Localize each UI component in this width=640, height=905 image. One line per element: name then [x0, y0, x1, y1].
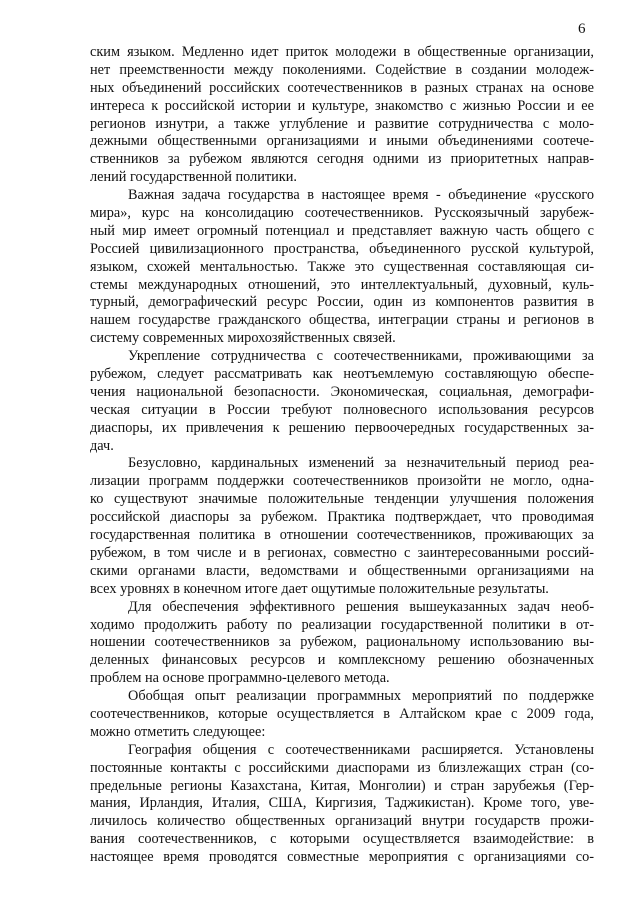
- text-line: Для обеспечения эффективного решения вышеуказанных задач необ-: [128, 598, 594, 615]
- text-line: География общения с соотечественниками расширяется. Установлены: [128, 741, 594, 758]
- text-line: ко существуют значимые положительные тенденции улучшения положения: [90, 491, 594, 508]
- paragraph: [90, 599, 594, 688]
- text-line: постоянные контакты с российскими диаспорами из близлежащих стран (со-: [90, 759, 594, 776]
- paragraph: [90, 187, 594, 348]
- text-line: нашем государстве гражданского общества, интеграции страны и регионов в: [90, 312, 594, 329]
- text-line: языком, схожей ментальностью. Также это существенная составляющая си-: [90, 258, 594, 275]
- text-line: деленных финансовых ресурсов и комплексному решению обозначенных: [90, 652, 594, 669]
- text-line: ных объединений российских соотечественников в разных странах на основе: [90, 79, 594, 96]
- text-line: мания, Ирландия, Италия, США, Киргизия, Таджикистан). Кроме того, уве-: [90, 795, 594, 812]
- text-line: ским языком. Медленно идет приток молодежи в общественные организации,: [90, 44, 594, 60]
- paragraph: [90, 44, 594, 187]
- body-text: [90, 44, 594, 867]
- text-line: Укрепление сотрудничества с соотечественниками, проживающими за: [128, 348, 594, 365]
- text-line: проблем на основе программно-целевого метода.: [90, 670, 390, 687]
- text-line: ходимо продолжить работу по реализации государственной политики в от-: [90, 616, 594, 633]
- text-line: рубежом, следует рассматривать как неотъемлемую составляющую обеспе-: [90, 366, 594, 383]
- text-line: российской диаспоры за рубежом. Практика подтверждает, что проводимая: [90, 509, 594, 526]
- text-line: государственная политика в отношении соотечественников, проживающих за: [90, 527, 594, 544]
- text-line: скими органами власти, ведомствами и общественными организациями на: [90, 562, 594, 579]
- text-line: дежными общественными организациями и иными объединениями соотече-: [90, 133, 594, 150]
- text-line: регионов изнутри, а также углубление и развитие сотрудничества с моло-: [90, 115, 594, 132]
- text-line: дач.: [90, 437, 114, 454]
- text-line: предельные регионы Казахстана, Китая, Монголии) и стран зарубежья (Гер-: [90, 777, 594, 794]
- text-line: турный, демографический ресурс России, один из компонентов развития в: [90, 294, 594, 311]
- text-line: лизации программ поддержки соотечественников произойти не могло, одна-: [90, 473, 594, 490]
- text-line: настоящее время проводятся совместные мероприятия с организациями со-: [90, 849, 594, 866]
- text-line: личилось количество общественных организаций внутри государств прожи-: [90, 813, 594, 830]
- paragraph: [90, 688, 594, 742]
- text-line: лений государственной политики.: [90, 169, 297, 186]
- page-number: 6: [578, 21, 586, 37]
- text-line: систему современных мирохозяйственных связей.: [90, 330, 396, 347]
- text-line: ческая ситуации в России требуют полновесного использования ресурсов: [90, 401, 594, 418]
- text-line: соотечественников, которые осуществляется в Алтайском крае с 2009 года,: [90, 705, 594, 722]
- text-line: стемы международных отношений, это интеллектуальный, духовный, куль-: [90, 276, 594, 293]
- text-line: ный мир имеет огромный потенциал и представляет важную часть общего с: [90, 222, 594, 239]
- text-line: Безусловно, кардинальных изменений за незначительный период реа-: [128, 455, 594, 472]
- paragraph: [90, 348, 594, 455]
- text-line: Важная задача государства в настоящее время - объединение «русского: [128, 187, 594, 204]
- paragraph: [90, 742, 594, 867]
- text-line: вания соотечественников, с которыми осуществляется взаимодействие: в: [90, 831, 594, 848]
- text-line: можно отметить следующее:: [90, 723, 266, 740]
- text-line: Россией цивилизационного пространства, объединенного русской культурой,: [90, 240, 594, 257]
- text-line: мира», курс на консолидацию соотечественников. Русскоязычный зарубеж-: [90, 205, 594, 222]
- text-line: ственников за рубежом являются сегодня одними из приоритетных направ-: [90, 151, 594, 168]
- paragraph: [90, 455, 594, 598]
- text-line: Обобщая опыт реализации программных мероприятий по поддержке: [128, 688, 594, 705]
- text-line: рубежом, в том числе и в регионах, совместно с заинтересованными россий-: [90, 544, 594, 561]
- text-line: всех уровнях в конечном итоге дает ощутимые положительные результаты.: [90, 580, 549, 597]
- text-line: чения национальной безопасности. Экономическая, социальная, демографи-: [90, 383, 594, 400]
- text-line: ношении соотечественников за рубежом, рациональному использованию вы-: [90, 634, 594, 651]
- text-line: нет преемственности между поколениями. Содействие в создании молодеж-: [90, 61, 594, 78]
- text-line: диаспоры, их привлечения к решению первоочередных государственных за-: [90, 419, 594, 436]
- text-line: интереса к российской истории и культуре, знакомство с жизнью России и ее: [90, 97, 594, 114]
